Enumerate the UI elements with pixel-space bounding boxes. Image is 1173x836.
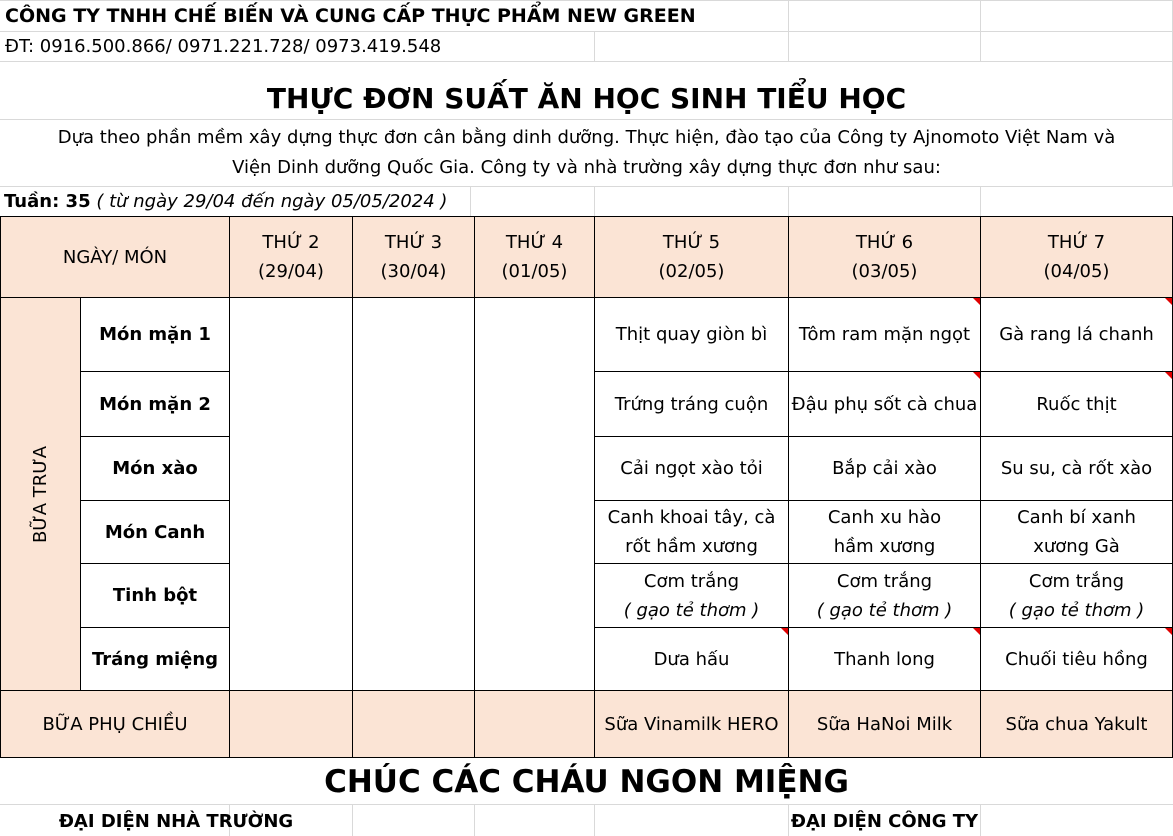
menu-cell-thu6 bbox=[788, 500, 981, 564]
day-header-thu2 bbox=[229, 216, 353, 298]
comment-marker[interactable] bbox=[1165, 372, 1172, 379]
menu-cell-thu6 bbox=[788, 563, 981, 628]
menu-cell-line: Canh xu hào bbox=[827, 507, 942, 528]
day-header-thu3 bbox=[352, 216, 475, 298]
rice-name: Cơm trắng bbox=[643, 570, 740, 592]
intro-line-1: Dựa theo phần mềm xây dựng thực đơn cân bằng dinh dưỡng. Thực hiện, đào tạo của Công ty Ajnomoto Việt Nam và bbox=[57, 127, 1116, 148]
closing-message: CHÚC CÁC CHÁU NGON MIỆNG bbox=[324, 764, 849, 800]
sign-company: ĐẠI DIỆN CÔNG TY bbox=[790, 811, 979, 832]
menu-cell-thu5: Thịt quay giòn bì bbox=[594, 297, 789, 372]
day-name: THỨ 5 bbox=[662, 232, 721, 253]
day-date: (04/05) bbox=[1043, 261, 1110, 282]
menu-cell-text: Gà rang lá chanh bbox=[999, 324, 1154, 345]
comment-marker[interactable] bbox=[973, 628, 980, 635]
day-name: THỨ 3 bbox=[384, 232, 443, 253]
menu-cell-thu7 bbox=[980, 563, 1173, 628]
day-name: THỨ 6 bbox=[855, 232, 914, 253]
menu-cell-line: rốt hầm xương bbox=[625, 536, 758, 557]
lunch-label: BỮA TRƯA bbox=[30, 445, 51, 543]
comment-marker[interactable] bbox=[973, 298, 980, 305]
menu-cell-line: hầm xương bbox=[833, 536, 936, 557]
dish-label-mon-man-2: Món mặn 2 bbox=[80, 371, 230, 437]
snack-cell-thu5: Sữa Vinamilk HERO bbox=[594, 690, 789, 758]
menu-cell-thu6 bbox=[788, 371, 981, 437]
day-name: THỨ 2 bbox=[262, 232, 320, 253]
day-date: (29/04) bbox=[258, 261, 324, 282]
week-range: ( từ ngày 29/04 đến ngày 05/05/2024 ) bbox=[96, 191, 448, 212]
empty-lunch-thu4 bbox=[474, 297, 595, 691]
menu-cell-thu5 bbox=[594, 627, 789, 691]
lunch-section-label bbox=[0, 297, 81, 691]
menu-cell-thu5: Cải ngọt xào tỏi bbox=[594, 436, 789, 501]
day-date: (02/05) bbox=[658, 261, 725, 282]
dish-label-mon-man-1: Món mặn 1 bbox=[80, 297, 230, 372]
menu-cell-thu5: Trứng tráng cuộn bbox=[594, 371, 789, 437]
rice-name: Cơm trắng bbox=[1028, 570, 1125, 592]
empty-lunch-thu2 bbox=[229, 297, 353, 691]
rice-note: ( gạo tẻ thơm ) bbox=[816, 599, 953, 621]
menu-cell-thu6: Bắp cải xào bbox=[788, 436, 981, 501]
day-header-thu6 bbox=[788, 216, 981, 298]
dish-label-trang-mieng: Tráng miệng bbox=[80, 627, 230, 691]
menu-cell-line: xương Gà bbox=[1033, 536, 1120, 557]
day-name: THỨ 7 bbox=[1047, 232, 1106, 253]
phone-numbers: ĐT: 0916.500.866/ 0971.221.728/ 0973.419.548 bbox=[5, 36, 442, 57]
rice-name: Cơm trắng bbox=[836, 570, 933, 592]
sign-school: ĐẠI DIỆN NHÀ TRƯỜNG bbox=[58, 811, 294, 832]
day-date: (30/04) bbox=[380, 261, 447, 282]
comment-marker[interactable] bbox=[1165, 628, 1172, 635]
company-name: CÔNG TY TNHH CHẾ BIẾN VÀ CUNG CẤP THỰC PHẨM NEW GREEN bbox=[5, 5, 696, 27]
menu-cell-thu7: Su su, cà rốt xào bbox=[980, 436, 1173, 501]
comment-marker[interactable] bbox=[1165, 298, 1172, 305]
menu-cell-text: Đậu phụ sốt cà chua bbox=[791, 393, 978, 415]
comment-marker[interactable] bbox=[973, 372, 980, 379]
day-date: (03/05) bbox=[851, 261, 918, 282]
comment-marker[interactable] bbox=[781, 628, 788, 635]
menu-cell-thu5 bbox=[594, 500, 789, 564]
week-info bbox=[4, 189, 447, 215]
day-date: (01/05) bbox=[501, 261, 568, 282]
rice-note: ( gạo tẻ thơm ) bbox=[623, 599, 760, 621]
snack-label: BỮA PHỤ CHIỀU bbox=[0, 690, 230, 758]
day-header-thu5 bbox=[594, 216, 789, 298]
menu-cell-thu7 bbox=[980, 627, 1173, 691]
menu-cell-text: Dưa hấu bbox=[653, 648, 730, 670]
menu-cell-line: Canh bí xanh bbox=[1017, 507, 1136, 528]
menu-cell-text: Thanh long bbox=[834, 648, 935, 670]
snack-cell-thu4 bbox=[474, 690, 595, 758]
page-title: THỰC ĐƠN SUẤT ĂN HỌC SINH TIỂU HỌC bbox=[266, 82, 907, 115]
day-name: THỨ 4 bbox=[505, 232, 564, 253]
dish-label-tinh-bot: Tinh bột bbox=[80, 563, 230, 628]
dish-label-mon-canh: Món Canh bbox=[80, 500, 230, 564]
menu-cell-thu7 bbox=[980, 371, 1173, 437]
menu-cell-thu7 bbox=[980, 500, 1173, 564]
menu-cell-text: Tôm ram mặn ngọt bbox=[798, 324, 971, 345]
menu-cell-thu6 bbox=[788, 297, 981, 372]
empty-lunch-thu3 bbox=[352, 297, 475, 691]
intro-line-2: Viện Dinh dưỡng Quốc Gia. Công ty và nhà trường xây dựng thực đơn như sau: bbox=[232, 157, 941, 178]
dish-label-mon-xao: Món xào bbox=[80, 436, 230, 501]
snack-cell-thu6: Sữa HaNoi Milk bbox=[788, 690, 981, 758]
snack-cell-thu2 bbox=[229, 690, 353, 758]
snack-cell-thu3 bbox=[352, 690, 475, 758]
menu-cell-text: Chuối tiêu hồng bbox=[1005, 648, 1148, 670]
menu-cell-thu7 bbox=[980, 297, 1173, 372]
menu-cell-thu6 bbox=[788, 627, 981, 691]
rice-note: ( gạo tẻ thơm ) bbox=[1008, 599, 1145, 621]
menu-cell-line: Canh khoai tây, cà bbox=[607, 507, 776, 528]
header-corner: NGÀY/ MÓN bbox=[0, 216, 230, 298]
day-header-thu7 bbox=[980, 216, 1173, 298]
snack-cell-thu7: Sữa chua Yakult bbox=[980, 690, 1173, 758]
menu-cell-text: Ruốc thịt bbox=[1036, 393, 1117, 415]
day-header-thu4 bbox=[474, 216, 595, 298]
menu-cell-thu5 bbox=[594, 563, 789, 628]
week-label: Tuần: 35 bbox=[4, 191, 91, 212]
